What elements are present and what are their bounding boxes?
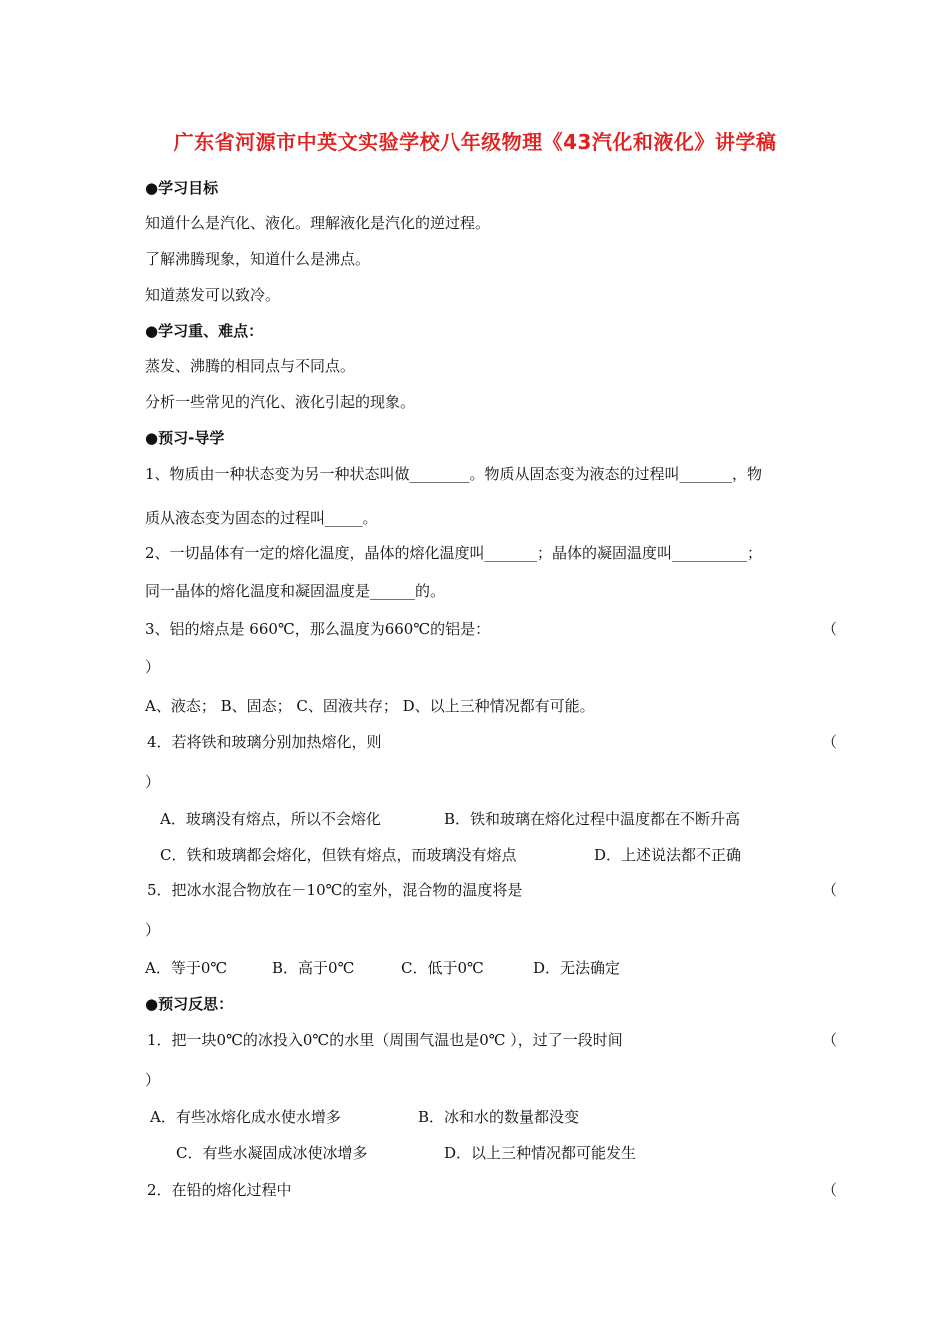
question-5-option-a: A．等于0℃ (145, 959, 228, 977)
question-1-line-2: 质从液态变为固态的过程叫_____。 (145, 509, 378, 527)
key-point-item: 蒸发、沸腾的相同点与不同点。 (145, 357, 356, 375)
question-5-option-c: C．低于0℃ (401, 959, 484, 977)
reflection-heading: ●预习反思： (145, 995, 234, 1013)
answer-paren-open: （ (822, 1181, 838, 1199)
question-4-option-a: A．玻璃没有熔点，所以不会熔化 (160, 810, 381, 828)
question-4-option-c: C．铁和玻璃都会熔化，但铁有熔点，而玻璃没有熔点 (160, 846, 517, 864)
goal-item: 知道蒸发可以致冷。 (145, 286, 281, 304)
answer-paren-open: （ (822, 733, 838, 751)
answer-paren-close: ） (145, 921, 161, 939)
document-title: 广东省河源市中英文实验学校八年级物理《43汽化和液化》讲学稿 (173, 130, 777, 154)
goals-heading: ●学习目标 (145, 179, 219, 197)
reflection-q1-option-b: B．冰和水的数量都没变 (418, 1108, 580, 1126)
reflection-q1-option-d: D．以上三种情况都可能发生 (444, 1144, 637, 1162)
question-5: 5．把冰水混合物放在－10℃的室外，混合物的温度将是 (147, 881, 523, 899)
question-4-option-b: B．铁和玻璃在熔化过程中温度都在不断升高 (444, 810, 741, 828)
key-points-heading: ●学习重、难点： (145, 322, 264, 340)
question-4-option-d: D．上述说法都不正确 (594, 846, 742, 864)
answer-paren-close: ） (145, 658, 161, 676)
reflection-question-1: 1．把一块0℃的冰投入0℃的水里（周围气温也是0℃ ），过了一段时间 (147, 1031, 623, 1049)
question-1-line-1: 1、物质由一种状态变为另一种状态叫做________。物质从固态变为液态的过程叫_______，物 (145, 465, 763, 483)
answer-paren-open: （ (822, 881, 838, 899)
answer-paren-close: ） (145, 773, 161, 791)
question-3: 3、铝的熔点是 660℃，那么温度为660℃的铝是： (145, 620, 491, 638)
question-5-option-d: D．无法确定 (533, 959, 621, 977)
answer-paren-open: （ (822, 1031, 838, 1049)
goal-item: 知道什么是汽化、液化。理解液化是汽化的逆过程。 (145, 214, 491, 232)
preview-heading: ●预习-导学 (145, 429, 225, 447)
answer-paren-close: ） (145, 1071, 161, 1089)
question-2-line-1: 2、一切晶体有一定的熔化温度，晶体的熔化温度叫_______；晶体的凝固温度叫__________； (145, 544, 763, 562)
reflection-q1-option-c: C．有些水凝固成冰使冰增多 (176, 1144, 368, 1162)
reflection-q1-option-a: A．有些冰熔化成水使水增多 (150, 1108, 341, 1126)
answer-paren-open: （ (822, 620, 838, 638)
question-4: 4．若将铁和玻璃分别加热熔化，则 (147, 733, 382, 751)
question-3-options: A、液态； B、固态； C、固液共存； D、以上三种情况都有可能。 (145, 697, 595, 715)
goal-item: 了解沸腾现象，知道什么是沸点。 (145, 250, 371, 268)
key-point-item: 分析一些常见的汽化、液化引起的现象。 (145, 393, 416, 411)
question-2-line-2: 同一晶体的熔化温度和凝固温度是______的。 (145, 582, 446, 600)
question-5-option-b: B．高于0℃ (272, 959, 355, 977)
reflection-question-2: 2．在铅的熔化过程中 (147, 1181, 292, 1199)
